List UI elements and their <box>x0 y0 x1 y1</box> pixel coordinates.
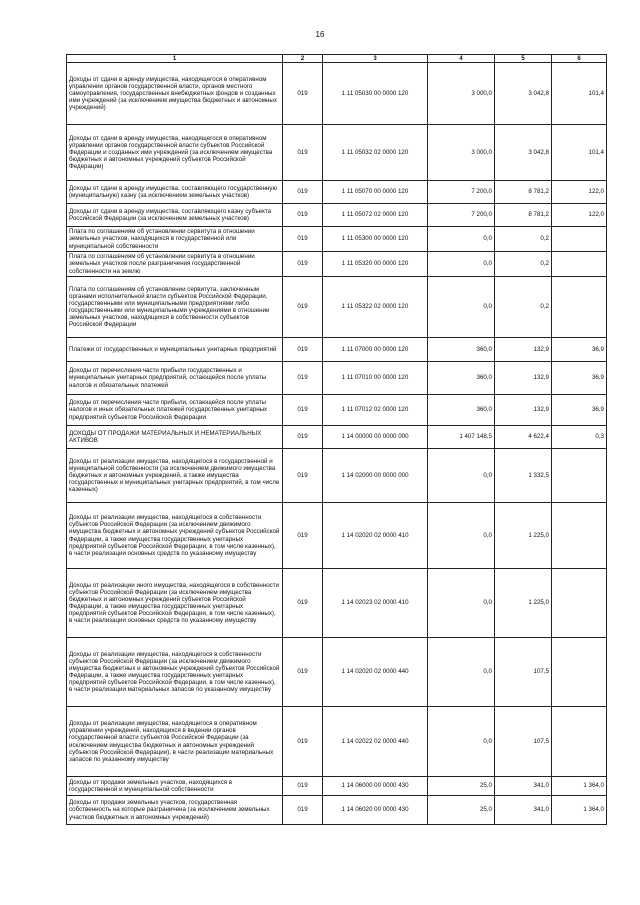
execution-percent-cell: 122,0 <box>552 204 607 227</box>
table-body <box>67 63 607 825</box>
admin-code-cell: 019 <box>283 125 323 181</box>
admin-code-cell: 019 <box>283 449 323 503</box>
execution-percent-cell <box>552 503 607 569</box>
admin-code-cell: 019 <box>283 362 323 395</box>
plan-value-cell: 360,0 <box>428 338 495 362</box>
admin-code-cell: 019 <box>283 638 323 707</box>
actual-value-cell: 1 225,0 <box>495 569 552 638</box>
actual-value-cell: 4 622,4 <box>495 426 552 449</box>
actual-value-cell: 132,9 <box>495 395 552 426</box>
budget-code-cell: 1 14 02020 02 0000 410 <box>323 503 428 569</box>
table-row <box>67 395 607 426</box>
budget-code-cell: 1 11 07010 00 0000 120 <box>323 362 428 395</box>
income-name-cell: Доходы от сдачи в аренду имущества, составляющего государственную (муниципальную) казну (за исключением земельных участков) <box>67 181 283 204</box>
plan-value-cell: 0,0 <box>428 569 495 638</box>
table-row <box>67 426 607 449</box>
table-row <box>67 181 607 204</box>
execution-percent-cell <box>552 252 607 277</box>
budget-code-cell: 1 11 05070 00 0000 120 <box>323 181 428 204</box>
actual-value-cell: 107,5 <box>495 707 552 777</box>
income-name-cell: Доходы от реализации имущества, находящегося в оперативном управлении учреждений, находящихся в ведении органов государственной власти субъектов Российской Федерации (за исключением имущества бюджетных и автономных учреждений субъектов Российской Федерации), в части реализации материальных запасов по указанному имуществу <box>67 707 283 777</box>
table-row <box>67 277 607 338</box>
execution-percent-cell: 101,4 <box>552 63 607 125</box>
income-name-cell: Платежи от государственных и муниципальных унитарных предприятий <box>67 338 283 362</box>
income-name-cell: Доходы от реализации иного имущества, находящегося в собственности субъектов Российской Федерации (за исключением имущества бюджетных и автономных учреждений субъектов Российской Федерации, а также имущества государственных унитарных предприятий субъектов Российской Федерации, в том числе казенных), в части реализации основных средств по указанному имуществу <box>67 569 283 638</box>
execution-percent-cell: 36,9 <box>552 362 607 395</box>
execution-percent-cell: 36,9 <box>552 395 607 426</box>
plan-value-cell: 25,0 <box>428 777 495 796</box>
table-row <box>67 204 607 227</box>
actual-value-cell: 0,2 <box>495 277 552 338</box>
table-row <box>67 227 607 252</box>
plan-value-cell: 360,0 <box>428 395 495 426</box>
actual-value-cell: 3 042,8 <box>495 125 552 181</box>
actual-value-cell: 8 781,2 <box>495 181 552 204</box>
table-row <box>67 125 607 181</box>
budget-code-cell: 1 11 05072 02 0000 120 <box>323 204 428 227</box>
table-row <box>67 338 607 362</box>
actual-value-cell: 1 332,5 <box>495 449 552 503</box>
table-header-row <box>67 55 607 63</box>
column-header: 4 <box>428 55 495 63</box>
income-name-cell: Доходы от продажи земельных участков, находящихся в государственной и муниципальной собственности <box>67 777 283 796</box>
execution-percent-cell: 36,9 <box>552 338 607 362</box>
execution-percent-cell: 122,0 <box>552 181 607 204</box>
column-header: 6 <box>552 55 607 63</box>
income-name-cell: Доходы от перечисления части прибыли государственных и муниципальных унитарных предприятий, остающейся после уплаты налогов и обязательных платежей <box>67 362 283 395</box>
budget-code-cell: 1 11 05320 00 0000 120 <box>323 252 428 277</box>
execution-percent-cell: 1 364,0 <box>552 777 607 796</box>
execution-percent-cell: 0,3 <box>552 426 607 449</box>
plan-value-cell: 1 407 148,5 <box>428 426 495 449</box>
execution-percent-cell: 101,4 <box>552 125 607 181</box>
plan-value-cell: 3 000,0 <box>428 63 495 125</box>
admin-code-cell: 019 <box>283 181 323 204</box>
table-row <box>67 777 607 796</box>
actual-value-cell: 107,5 <box>495 638 552 707</box>
plan-value-cell: 3 000,0 <box>428 125 495 181</box>
execution-percent-cell <box>552 569 607 638</box>
income-name-cell: Плата по соглашениям об установлении сервитута, заключенным органами исполнительной власти субъектов Российской Федерации, государственными или муниципальными предприятиями либо государственными или муниципальными учреждениями в отношении земельных участков, находящихся в собственности субъектов Российской Федерации <box>67 277 283 338</box>
actual-value-cell: 132,9 <box>495 338 552 362</box>
plan-value-cell: 360,0 <box>428 362 495 395</box>
plan-value-cell: 0,0 <box>428 252 495 277</box>
admin-code-cell: 019 <box>283 777 323 796</box>
admin-code-cell: 019 <box>283 338 323 362</box>
budget-code-cell: 1 11 05030 00 0000 120 <box>323 63 428 125</box>
actual-value-cell: 3 042,8 <box>495 63 552 125</box>
budget-code-cell: 1 11 05322 02 0000 120 <box>323 277 428 338</box>
budget-code-cell: 1 14 06000 00 0000 430 <box>323 777 428 796</box>
actual-value-cell: 8 781,2 <box>495 204 552 227</box>
income-name-cell: Доходы от реализации имущества, находящегося в государственной и муниципальной собственности (за исключением движимого имущества бюджетных и автономных учреждений, а также имущества государственных и муниципальных унитарных предприятий, в том числе казенных) <box>67 449 283 503</box>
actual-value-cell: 132,9 <box>495 362 552 395</box>
income-name-cell: Доходы от сдачи в аренду имущества, находящегося в оперативном управлении органов государственной власти субъектов Российской Федерации и созданных ими учреждений (за исключением имущества бюджетных и автономных учреждений субъектов Российской Федерации) <box>67 125 283 181</box>
execution-percent-cell <box>552 638 607 707</box>
budget-code-cell: 1 11 07012 02 0000 120 <box>323 395 428 426</box>
revenue-table <box>66 54 607 825</box>
budget-code-cell: 1 11 07000 00 0000 120 <box>323 338 428 362</box>
actual-value-cell: 341,0 <box>495 777 552 796</box>
actual-value-cell: 0,2 <box>495 227 552 252</box>
actual-value-cell: 341,0 <box>495 796 552 825</box>
admin-code-cell: 019 <box>283 426 323 449</box>
plan-value-cell: 0,0 <box>428 277 495 338</box>
table-row <box>67 638 607 707</box>
plan-value-cell: 0,0 <box>428 503 495 569</box>
income-name-cell: Доходы от сдачи в аренду имущества, составляющего казну субъекта Российской Федерации (за исключением земельных участков) <box>67 204 283 227</box>
execution-percent-cell <box>552 277 607 338</box>
admin-code-cell: 019 <box>283 204 323 227</box>
execution-percent-cell <box>552 227 607 252</box>
plan-value-cell: 0,0 <box>428 638 495 707</box>
plan-value-cell: 25,0 <box>428 796 495 825</box>
plan-value-cell: 7 200,0 <box>428 181 495 204</box>
table-row <box>67 707 607 777</box>
plan-value-cell: 0,0 <box>428 707 495 777</box>
budget-code-cell: 1 14 00000 00 0000 000 <box>323 426 428 449</box>
actual-value-cell: 1 225,0 <box>495 503 552 569</box>
income-name-cell: ДОХОДЫ ОТ ПРОДАЖИ МАТЕРИАЛЬНЫХ И НЕМАТЕРИАЛЬНЫХ АКТИВОВ <box>67 426 283 449</box>
table-row <box>67 503 607 569</box>
admin-code-cell: 019 <box>283 277 323 338</box>
plan-value-cell: 7 200,0 <box>428 204 495 227</box>
actual-value-cell: 0,2 <box>495 252 552 277</box>
column-header: 2 <box>283 55 323 63</box>
admin-code-cell: 019 <box>283 227 323 252</box>
execution-percent-cell <box>552 707 607 777</box>
column-header: 5 <box>495 55 552 63</box>
admin-code-cell: 019 <box>283 63 323 125</box>
budget-code-cell: 1 11 05300 00 0000 120 <box>323 227 428 252</box>
column-header: 3 <box>323 55 428 63</box>
income-name-cell: Доходы от сдачи в аренду имущества, находящегося в оперативном управлении органов государственной власти, органов местного самоуправления, государственных внебюджетных фондов и созданных ими учреждений (за исключением имущества бюджетных и автономных учреждений) <box>67 63 283 125</box>
plan-value-cell: 0,0 <box>428 449 495 503</box>
table-row <box>67 63 607 125</box>
table-row <box>67 796 607 825</box>
execution-percent-cell: 1 364,0 <box>552 796 607 825</box>
execution-percent-cell <box>552 449 607 503</box>
income-name-cell: Доходы от реализации имущества, находящегося в собственности субъектов Российской Федерации (за исключением движимого имущества бюджетных и автономных учреждений субъектов Российской Федерации, а также имущества государственных унитарных предприятий субъектов Российской Федерации, в том числе казенных), в части реализации материальных запасов по указанному имуществу <box>67 638 283 707</box>
budget-code-cell: 1 11 05032 02 0000 120 <box>323 125 428 181</box>
budget-code-cell: 1 14 06020 00 0000 430 <box>323 796 428 825</box>
plan-value-cell: 0,0 <box>428 227 495 252</box>
income-name-cell: Плата по соглашениям об установлении сервитута в отношении земельных участков, находящихся в государственной или муниципальной собственности <box>67 227 283 252</box>
table-row <box>67 449 607 503</box>
page-number: 16 <box>315 30 325 39</box>
income-name-cell: Доходы от перечисления части прибыли, остающейся после уплаты налогов и иных обязательных платежей государственных унитарных предприятий субъектов Российской Федерации <box>67 395 283 426</box>
admin-code-cell: 019 <box>283 569 323 638</box>
table-row <box>67 362 607 395</box>
income-name-cell: Плата по соглашениям об установлении сервитута в отношении земельных участков после разграничения государственной собственности на землю <box>67 252 283 277</box>
admin-code-cell: 019 <box>283 503 323 569</box>
admin-code-cell: 019 <box>283 395 323 426</box>
admin-code-cell: 019 <box>283 796 323 825</box>
budget-code-cell: 1 14 02020 02 0000 440 <box>323 638 428 707</box>
admin-code-cell: 019 <box>283 252 323 277</box>
budget-code-cell: 1 14 02000 00 0000 000 <box>323 449 428 503</box>
income-name-cell: Доходы от продажи земельных участков, государственная собственность на которые разграничена (за исключением земельных участков бюджетных и автономных учреждений) <box>67 796 283 825</box>
column-header: 1 <box>67 55 283 63</box>
table-row <box>67 569 607 638</box>
budget-code-cell: 1 14 02023 02 0000 410 <box>323 569 428 638</box>
admin-code-cell: 019 <box>283 707 323 777</box>
income-name-cell: Доходы от реализации имущества, находящегося в собственности субъектов Российской Федерации (за исключением движимого имущества бюджетных и автономных учреждений субъектов Российской Федерации, а также имущества государственных унитарных предприятий субъектов Российской Федерации, в том числе казенных), в части реализации основных средств по указанному имуществу <box>67 503 283 569</box>
budget-code-cell: 1 14 02022 02 0000 440 <box>323 707 428 777</box>
table-row <box>67 252 607 277</box>
